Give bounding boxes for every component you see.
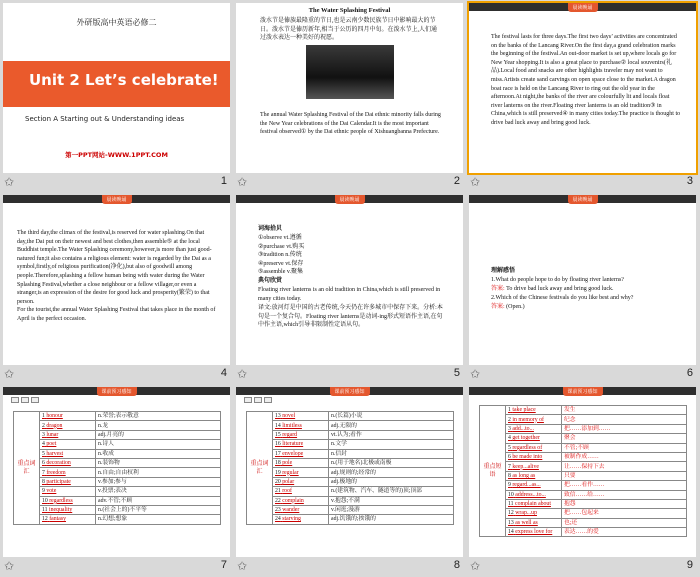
site-credit: 第一PPT网站-WWW.1PPT.COM [65, 151, 168, 159]
slide-canvas [469, 3, 696, 173]
term-text: lunar [46, 431, 59, 438]
term-cell [40, 468, 96, 477]
section-badge: 晨读晚诵 [567, 3, 597, 12]
table-row [14, 440, 221, 449]
table-row [14, 515, 221, 524]
meaning-cell: 不管;不顾 [562, 443, 687, 452]
slide-footer [233, 366, 466, 382]
slide-number: 1 [220, 175, 227, 187]
meaning-cell: n.(社会上的)不平等 [96, 505, 221, 514]
table-row [247, 458, 454, 467]
term-number: 21 [275, 488, 281, 495]
meaning-cell: 只要 [562, 471, 687, 480]
slide-top-bar [236, 195, 463, 203]
term-cell [273, 440, 329, 449]
slide-thumbnail-6[interactable] [466, 192, 699, 384]
meaning-cell: 纪念 [562, 415, 687, 424]
section-badge: 晨读晚诵 [101, 195, 131, 204]
slide-thumbnail-9[interactable] [466, 384, 699, 576]
term-cell [273, 430, 329, 439]
term-number: 5 [508, 444, 511, 451]
term-text: regardless [49, 497, 73, 504]
meaning-cell: n.装饰物 [96, 458, 221, 467]
term-cell [273, 515, 329, 524]
table-row [14, 458, 221, 467]
vocab-table [246, 411, 454, 525]
star-icon[interactable]: ✩ [4, 175, 15, 189]
term-number: 7 [508, 463, 511, 470]
meaning-cell: adj.饥饿的;挨饿的 [329, 515, 454, 524]
term-number: 3 [508, 425, 511, 432]
table-row [247, 430, 454, 439]
term-cell [40, 496, 96, 505]
table-row [480, 528, 687, 537]
table-row [247, 412, 454, 421]
term-number: 7 [42, 469, 45, 476]
slide-number: 8 [453, 559, 460, 571]
term-text: fantasy [49, 516, 66, 523]
term-text: honour [46, 413, 63, 420]
table-row [247, 421, 454, 430]
answer-1 [491, 285, 683, 294]
term-text: vote [46, 488, 57, 495]
term-cell [506, 406, 562, 415]
meaning-cell: adj.规则的;经常的 [329, 468, 454, 477]
star-icon[interactable]: ✩ [4, 559, 15, 573]
vocab-item: ③tradition n.传统 [258, 252, 302, 259]
term-text: complain [282, 497, 304, 504]
meaning-cell: 把……看作…… [562, 481, 687, 490]
star-icon[interactable]: ✩ [237, 367, 248, 381]
term-text: get together [512, 435, 540, 442]
term-text: express love for [515, 529, 553, 536]
table-row [14, 487, 221, 496]
meaning-cell: n.收成 [96, 449, 221, 458]
example-sentence: Floating river lanterns is an old tradition in China,which is still preserved in many cities today. [258, 287, 441, 302]
term-cell [506, 481, 562, 490]
vocab-item: ④preserve vt.保存 [258, 260, 304, 267]
table-tabs [11, 397, 39, 405]
slide-thumbnail-2[interactable] [233, 0, 466, 192]
reading-paragraph: The third day,the climax of the festival,is reserved for water splashing.On that day,the Dai put on their newest and best clothes,then assemble⑤ at the local Buddhist temple.The Water Splashing ceremony,however,is more than just good-natured fun;it also contains a religious element: water is regarded by the Dai as a symbol,firstly,of religious purification(净化),but also of goodwill among people.Therefore,splashing a fellow human being with water during the Water Splashing Festival,whether a close neighbour or a fellow villager,or even a stranger,is an expression of the desire for good luck and prosperity(繁荣) to that person. For the tourist,the annual Water Splashing Festival that takes place in the month of April is the perfect occasion. [17, 230, 216, 322]
term-number: 20 [275, 478, 281, 485]
slide-canvas [236, 195, 463, 365]
term-number: 11 [508, 501, 514, 508]
term-number: 6 [508, 454, 511, 461]
answer-text: (Open.) [506, 304, 525, 310]
meaning-cell: 被制作成…… [562, 452, 687, 461]
meaning-cell: 让……保持下去 [562, 462, 687, 471]
term-text: in memory of [512, 416, 544, 423]
table-row [480, 452, 687, 461]
term-text: poet [46, 441, 57, 448]
tab-marker [264, 397, 272, 403]
slide-number: 3 [686, 175, 693, 187]
term-text: envelope [282, 450, 304, 457]
term-number: 2 [42, 422, 45, 429]
term-cell [273, 468, 329, 477]
slide-canvas [469, 387, 696, 557]
slide-number: 5 [453, 367, 460, 379]
meaning-cell: 致信……给…… [562, 490, 687, 499]
term-number: 12 [42, 516, 48, 523]
meaning-cell: n.信封 [329, 449, 454, 458]
meaning-cell: adv.不管;不顾 [96, 496, 221, 505]
term-cell [40, 487, 96, 496]
section-badge: 晨读晚诵 [567, 195, 597, 204]
table-row [247, 515, 454, 524]
table-row [480, 406, 687, 415]
vocab-item: ①observe vt.遵循 [258, 235, 302, 241]
festival-photo [306, 45, 394, 99]
meaning-cell: 发生 [562, 406, 687, 415]
slide-number: 6 [686, 367, 693, 379]
term-cell [40, 515, 96, 524]
term-number: 10 [42, 497, 48, 504]
term-number: 6 [42, 460, 45, 467]
term-number: 12 [508, 510, 514, 517]
slide-canvas [3, 387, 230, 557]
term-text: as long as [512, 472, 536, 479]
term-cell [40, 421, 96, 430]
term-cell [273, 487, 329, 496]
section-badge: 课前预习感知 [329, 387, 369, 396]
table-row [14, 505, 221, 514]
slide-thumbnail-5[interactable] [233, 192, 466, 384]
slide-top-bar [3, 387, 230, 395]
term-number: 16 [275, 441, 281, 448]
slide-footer [0, 558, 233, 574]
term-text: freedom [46, 469, 66, 476]
meaning-cell: n.幻想;想象 [96, 515, 221, 524]
chinese-paragraph: 泼水节是傣族最隆重的节日,也是云南少数民族节日中影响最大的节日。泼水节是傣历新年,相当于公历的四月中旬。在泼水节上,人们通过泼水表达一种美好的祝愿。 [260, 18, 438, 42]
meaning-cell: n.(建筑物、汽车、隧道等的)顶;顶部 [329, 487, 454, 496]
meaning-cell: 把……包起来 [562, 509, 687, 518]
meaning-cell: n.自由;自由权利 [96, 468, 221, 477]
term-text: roof [282, 488, 292, 495]
slide-footer [233, 174, 466, 190]
slide-footer [466, 558, 699, 574]
term-text: wander [282, 507, 300, 514]
section-badge: 课前预习感知 [562, 387, 602, 396]
answer-label: 答案: [491, 286, 505, 292]
term-cell [506, 509, 562, 518]
star-icon[interactable]: ✩ [470, 559, 481, 573]
table-row [14, 468, 221, 477]
category-cell: 重点词汇 [14, 412, 40, 525]
table-row [247, 487, 454, 496]
term-cell [273, 421, 329, 430]
meaning-cell: v.投票;表决 [96, 487, 221, 496]
slide-top-bar [469, 195, 696, 203]
slide-thumbnail-1[interactable] [0, 0, 233, 192]
vocab-item: ②purchase vt.购买 [258, 243, 305, 250]
slide-footer [466, 366, 699, 382]
term-number: 3 [42, 431, 45, 438]
table-row [14, 477, 221, 486]
slide-canvas [3, 3, 230, 173]
slide-top-bar [236, 387, 463, 395]
term-number: 14 [508, 529, 514, 536]
slide-footer [466, 174, 699, 190]
term-number: 11 [42, 507, 48, 514]
table-row [480, 509, 687, 518]
meaning-cell: v.参加;参与 [96, 477, 221, 486]
term-number: 17 [275, 450, 281, 457]
category-cell: 重点短语 [480, 406, 506, 537]
term-text: regard [282, 431, 298, 438]
meaning-cell: vt.认为;看作 [329, 430, 454, 439]
star-icon[interactable]: ✩ [237, 559, 248, 573]
meaning-cell: 也;还 [562, 518, 687, 527]
meaning-cell: n.诗人 [96, 440, 221, 449]
question-1: 1.What do people hope to do by floating river lanterns? [491, 277, 624, 283]
slide-footer [0, 174, 233, 190]
term-text: regardless of [512, 444, 543, 451]
table-row [480, 443, 687, 452]
slide-number: 2 [453, 175, 460, 187]
meaning-cell: adj.无限的 [329, 421, 454, 430]
term-number: 24 [275, 516, 281, 523]
term-text: regular [282, 469, 299, 476]
star-icon[interactable]: ✩ [470, 367, 481, 381]
term-number: 15 [275, 431, 281, 438]
section-badge: 晨读晚诵 [334, 195, 364, 204]
term-cell [273, 505, 329, 514]
table-row [247, 468, 454, 477]
sentence-analysis: 译文:放河灯是中国的古老传统,今天仍在许多城市中保存下来。分析:本句是一个复合句。Floating river lanterns是动词-ing形式短语作主语,在句中作主语,which引导非限制性定语从句。 [258, 305, 443, 329]
meaning-cell: n.(长篇)小说 [329, 412, 454, 421]
term-cell [40, 440, 96, 449]
term-cell [40, 449, 96, 458]
slide-top-bar [469, 3, 696, 11]
slide-number: 9 [686, 559, 693, 571]
term-text: participate [46, 478, 71, 485]
term-number: 2 [508, 416, 511, 423]
tab-marker [31, 397, 39, 403]
meaning-cell: v.闲逛;漫游 [329, 505, 454, 514]
reading-paragraph: The festival lasts for three days.The first two days’ activities are concentrated on the banks of the Lancang River.On the first day,a grand celebration marks the beginning of the festival.An out-door market is set up,where locals go for New Year shopping.It is also a great place to purchase② local souvenirs(礼品).Local food and snacks are other highlights traveler may not want to miss.Artists create sand carvings on open space close to the market.A dragon boat race is held on the Lancang River to ring out the old year in the afternoon.At night,the banks of the river are colourfully lit and locals float river lanterns on the river.Floating river lanterns is an old tradition③ in China,which is still preserved④ in many cities today.The practice is thought to drive bad luck away and bring good luck. [491, 34, 681, 126]
term-number: 13 [275, 413, 281, 420]
term-number: 4 [508, 435, 511, 442]
term-cell [506, 452, 562, 461]
term-text: add...to... [512, 425, 534, 432]
term-text: complain about [515, 501, 551, 508]
term-text: address...to... [515, 491, 546, 498]
slide-canvas [236, 3, 463, 173]
term-cell [506, 499, 562, 508]
term-text: be made into [512, 454, 543, 461]
table-row [247, 477, 454, 486]
table-row [14, 412, 221, 421]
term-text: starving [282, 516, 301, 523]
slide-heading: The Water Splashing Festival [308, 7, 391, 14]
term-number: 10 [508, 491, 514, 498]
slide-number: 4 [220, 367, 227, 379]
table-row [14, 496, 221, 505]
term-cell [506, 528, 562, 537]
meaning-cell: 表达……的爱 [562, 528, 687, 537]
slide-top-bar [469, 387, 696, 395]
term-number: 18 [275, 460, 281, 467]
table-row [14, 430, 221, 439]
term-text: harvest [46, 450, 64, 457]
table-row [480, 434, 687, 443]
table-row [247, 496, 454, 505]
table-row [247, 440, 454, 449]
term-text: novel [282, 413, 296, 420]
slide-canvas [236, 387, 463, 557]
term-text: as well as [515, 519, 538, 526]
term-number: 8 [508, 472, 511, 479]
section-badge: 课前预习感知 [96, 387, 136, 396]
term-cell [506, 462, 562, 471]
term-number: 23 [275, 507, 281, 514]
term-cell [273, 477, 329, 486]
slide-thumbnail-8[interactable] [233, 384, 466, 576]
star-icon[interactable]: ✩ [4, 367, 15, 381]
term-number: 14 [275, 422, 281, 429]
term-text: limitless [282, 422, 302, 429]
tab-marker [254, 397, 262, 403]
table-row [480, 481, 687, 490]
term-text: dragon [46, 422, 63, 429]
term-cell [40, 505, 96, 514]
slide-subtitle: 外研版高中英语必修二 [76, 18, 157, 27]
term-cell [506, 415, 562, 424]
term-cell [273, 412, 329, 421]
slide-thumbnail-3[interactable] [466, 0, 699, 192]
meaning-cell: n.(用于地名)北极或南极 [329, 458, 454, 467]
table-row [247, 505, 454, 514]
meaning-cell: n.文学 [329, 440, 454, 449]
meaning-cell: n.荣誉;表示敬意 [96, 412, 221, 421]
slide-thumbnail-7[interactable] [0, 384, 233, 576]
term-text: pole [282, 460, 293, 467]
term-text: inequality [49, 507, 73, 514]
term-text: polar [282, 478, 295, 485]
term-text: wrap...up [515, 510, 537, 517]
table-row [480, 518, 687, 527]
meaning-cell: 把……添加到…… [562, 424, 687, 433]
term-number: 9 [508, 482, 511, 489]
term-text: regard...as... [512, 482, 541, 489]
star-icon[interactable]: ✩ [470, 175, 481, 189]
term-cell [40, 430, 96, 439]
english-paragraph: The annual Water Splashing Festival of the Dai ethnic minority falls during the New Year celebrations of the Dai Calendar.It is the most important festival observed① by the Dai ethnic people of Xishuangbanna Prefecture. [260, 112, 441, 136]
table-row [14, 421, 221, 430]
table-row [14, 449, 221, 458]
table-row [480, 415, 687, 424]
term-cell [40, 412, 96, 421]
tab-marker [21, 397, 29, 403]
term-text: keep...alive [512, 463, 539, 470]
term-number: 19 [275, 469, 281, 476]
table-row [480, 471, 687, 480]
term-number: 1 [42, 413, 45, 420]
slide-footer [0, 366, 233, 382]
meaning-cell: adj.极地的 [329, 477, 454, 486]
table-row [480, 490, 687, 499]
meaning-cell: adj.月亮的 [96, 430, 221, 439]
term-number: 13 [508, 519, 514, 526]
term-cell [506, 424, 562, 433]
term-cell [40, 458, 96, 467]
answer-2 [491, 303, 683, 312]
term-number: 1 [508, 407, 511, 414]
slide-footer [233, 558, 466, 574]
term-cell [506, 434, 562, 443]
question-2: 2.Which of the Chinese festivals do you like best and why? [491, 295, 634, 301]
meaning-cell: v.抱怨;不满 [329, 496, 454, 505]
section-title: Section A Starting out & Understanding ideas [25, 115, 185, 123]
star-icon[interactable]: ✩ [237, 175, 248, 189]
answer-text: To drive bad luck away and bring good luck. [506, 286, 614, 292]
table-row [480, 462, 687, 471]
slide-canvas [3, 195, 230, 365]
table-row [480, 499, 687, 508]
table-row [480, 424, 687, 433]
meaning-cell: n.龙 [96, 421, 221, 430]
term-cell [273, 458, 329, 467]
term-number: 22 [275, 497, 281, 504]
slide-canvas [469, 195, 696, 365]
term-cell [40, 477, 96, 486]
term-text: literature [282, 441, 304, 448]
term-cell [506, 490, 562, 499]
term-number: 4 [42, 441, 45, 448]
term-cell [273, 496, 329, 505]
slide-top-bar [3, 195, 230, 203]
term-cell [506, 518, 562, 527]
table-row [247, 449, 454, 458]
slide-thumbnail-4[interactable] [0, 192, 233, 384]
answer-label: 答案: [491, 304, 505, 310]
vocab-item: ⑤assemble v.聚集 [258, 269, 303, 276]
term-number: 9 [42, 488, 45, 495]
term-text: decoration [46, 460, 71, 467]
slide-number: 7 [220, 559, 227, 571]
term-text: take place [512, 407, 536, 414]
tab-marker [244, 397, 252, 403]
term-cell [506, 471, 562, 480]
meaning-cell: 抱怨 [562, 499, 687, 508]
category-cell: 重点词汇 [247, 412, 273, 525]
meaning-cell: 聚会 [562, 434, 687, 443]
vocab-table [13, 411, 221, 525]
term-cell [273, 449, 329, 458]
task-heading: 理解感悟 [491, 268, 516, 274]
phrase-table [479, 405, 687, 537]
term-cell [506, 443, 562, 452]
term-number: 5 [42, 450, 45, 457]
term-number: 8 [42, 478, 45, 485]
vocab-heading: 词海拾贝 [258, 226, 283, 232]
table-tabs [244, 397, 272, 405]
slide-title: Unit 2 Let’s celebrate! [29, 71, 219, 89]
sentence-heading: 典句欣赏 [258, 278, 283, 284]
tab-marker [11, 397, 19, 403]
